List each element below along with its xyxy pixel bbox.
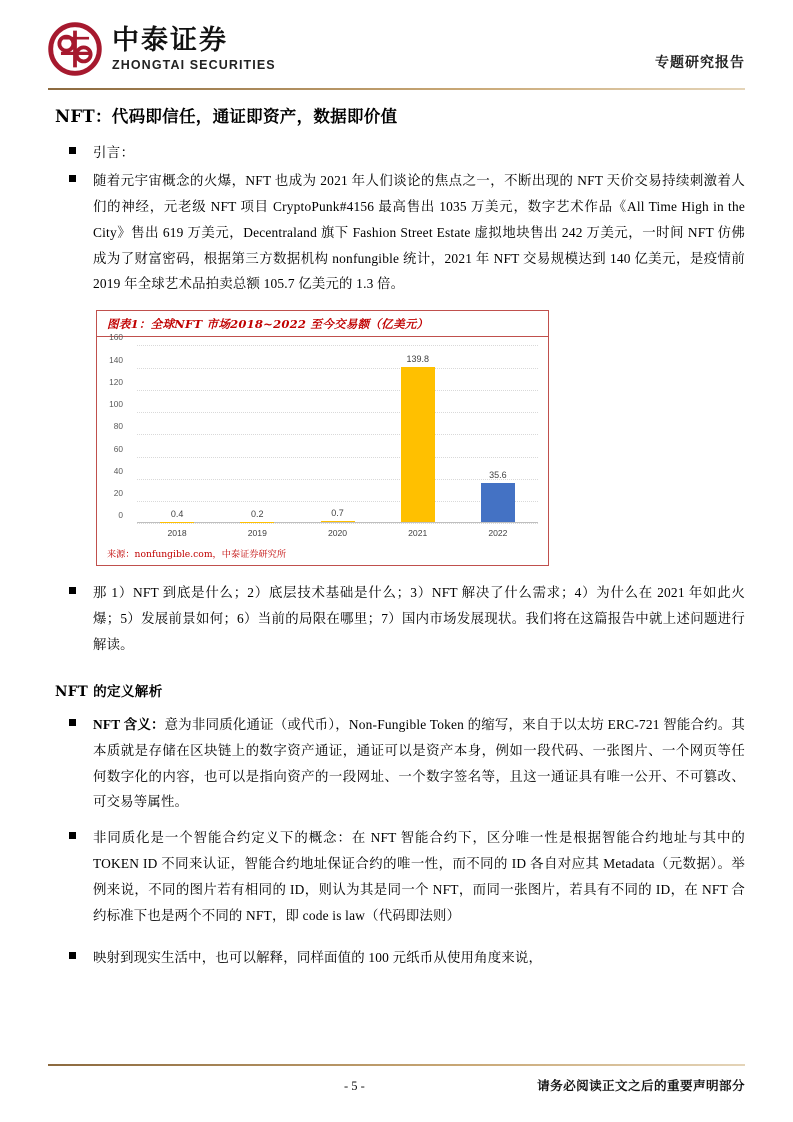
footer-disclaimer: 请务必阅读正文之后的重要声明部分: [537, 1078, 745, 1093]
square-bullet-icon: [69, 175, 76, 182]
footer-divider: [48, 1064, 745, 1066]
square-bullet-icon: [69, 587, 76, 594]
nft-meaning-label: NFT 含义：: [93, 716, 165, 732]
page-number: - 5 -: [344, 1079, 365, 1093]
bar: [481, 469, 515, 523]
square-bullet-icon: [69, 952, 76, 959]
bar-series: [137, 344, 538, 522]
bar-value-label: 0.2: [251, 509, 264, 520]
y-tick-label: 60: [113, 443, 123, 454]
bullet-questions: [48, 580, 745, 658]
y-tick-label: 160: [109, 332, 123, 343]
intro-label-text: 引言：: [93, 145, 135, 161]
y-tick-label: 40: [113, 465, 123, 476]
figure-source: 来源：nonfungible.com，中泰证券研究所: [107, 549, 287, 561]
brand-name-en: ZHONGTAI SECURITIES: [112, 58, 276, 73]
bar-slot: [137, 344, 217, 522]
real-life-mapping-text: 映射到现实生活中，也可以解释，同样面值的 100 元纸币从使用角度来说，: [93, 949, 543, 965]
zhongtai-logo-icon: [48, 22, 102, 76]
gridline: [137, 523, 538, 524]
bar-slot: [217, 344, 297, 522]
square-bullet-icon: [69, 832, 76, 839]
bar-value-label: 0.7: [331, 508, 344, 519]
bar-value-label: 35.6: [489, 469, 507, 480]
page-header: [0, 0, 793, 92]
plot-area: [137, 345, 538, 523]
bar-slot: [297, 344, 377, 522]
brand-logo: [48, 22, 276, 76]
non-fungible-text: 在 NFT 智能合约下，区分唯一性是根据智能合约地址与其中的 TOKEN ID 不同来认证，智能合约地址保证合约的唯一性，而不同的 ID 各自对应其 Metadata（元数据）。举例来说，不同的图片若有相同的 ID，则认为其是同一个 NFT，而同一张图片，若具有不同的 ID，在 NFT 合约标准下也是两个不同的 NFT，即 code is law（代码即法则）: [93, 830, 745, 923]
y-tick-label: 80: [113, 421, 123, 432]
y-tick-label: 100: [109, 399, 123, 409]
x-axis-labels: [137, 528, 538, 538]
figure-title: 图表1：全球NFT 市场2018~2022 至今交易额（亿美元）: [97, 311, 548, 337]
x-tick-label: 2021: [408, 528, 428, 539]
bar-slot: [378, 344, 458, 522]
bar-value-label: 139.8: [406, 353, 429, 364]
non-fungible-label: 非同质化是一个智能合约定义下的概念：: [93, 830, 352, 846]
y-axis-labels: [97, 332, 127, 521]
square-bullet-icon: [69, 719, 76, 726]
chart-canvas: [97, 332, 548, 542]
y-tick-label: 140: [109, 354, 123, 365]
bullet-intro-paragraph: [48, 168, 745, 297]
section-heading-nft-definition: NFT 的定义解析: [55, 683, 163, 700]
nft-meaning-text: 意为非同质化通证（或代币），Non-Fungible Token 的缩写，来自于以太坊 ERC-721 智能合约。其本质就是存储在区块链上的数字资产通证，通证可以是资产本身，例如一段代码、一张图片、一个网页等任何数字化的内容，也可以是指向资产的一段网址、一个数字签名等，且这一通证具有唯一公开、不可篡改、可交易等属性。: [93, 716, 745, 810]
figure-nft-market-volume: [96, 310, 549, 566]
x-tick-label: 2018: [167, 528, 187, 539]
document-body: [48, 95, 745, 973]
bar-value-label: 0.4: [170, 508, 184, 519]
x-tick-label: 2020: [327, 528, 348, 539]
bullet-intro-label: [48, 140, 745, 166]
brand-name-cn: 中泰证券: [112, 24, 228, 56]
page-title: NFT：代码即信任，通证即资产，数据即价值: [55, 107, 398, 126]
page-footer: [0, 1064, 793, 1122]
x-tick-label: 2022: [488, 528, 508, 539]
bullet-non-fungible-concept: [48, 825, 745, 928]
x-tick-label: 2019: [247, 528, 267, 539]
bullet-real-life-mapping: [48, 945, 745, 971]
header-divider: [48, 88, 745, 90]
y-tick-label: 20: [113, 488, 123, 498]
bar: [401, 353, 435, 523]
square-bullet-icon: [69, 147, 76, 154]
bar: [321, 508, 355, 522]
intro-paragraph-text: 随着元宇宙概念的火爆，NFT 也成为 2021 年人们谈论的焦点之一，不断出现的 NFT 天价交易持续刺激着人们的神经，元老级 NFT 项目 CryptoPunk#4156 最高售出 1035 万美元，数字艺术作品《All Time High in the City》售出 619 万美元，Decentraland 旗下 Fashion Street Estate 虚拟地块售出 242 万美元，一时间 NFT 仿佛成为了财富密码，根据第三方数据机构 nonfungible 统计，2021 年 NFT 交易规模达到 140 亿美元，是疫情前 2019 年全球艺术品拍卖总额 105.7 亿美元的 1.3 倍。: [93, 172, 745, 292]
y-tick-label: 120: [109, 376, 123, 387]
questions-text: 那 1）NFT 到底是什么；2）底层技术基础是什么；3）NFT 解决了什么需求；4）为什么在 2021 年如此火爆；5）发展前景如何；6）当前的局限在哪里；7）国内市场发展现状。我们将在这篇报告中就上述问题进行解读。: [93, 585, 745, 652]
bullet-nft-meaning: [48, 712, 745, 815]
report-type-tag: 专题研究报告: [655, 55, 745, 71]
bar-slot: [458, 344, 538, 522]
y-tick-label: 0: [118, 510, 123, 521]
